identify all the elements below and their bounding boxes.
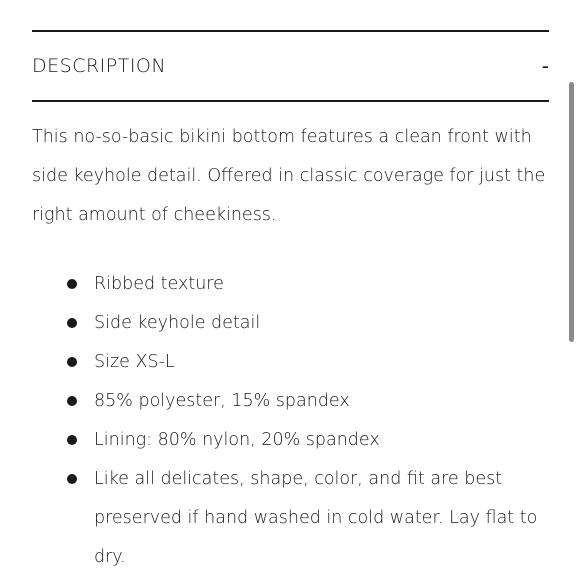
bullet-icon (67, 474, 77, 484)
list-item (62, 382, 552, 421)
feature-text: Ribbed texture (94, 274, 224, 294)
accordion-title: DESCRIPTION (32, 55, 167, 77)
description-accordion-header[interactable] (32, 32, 549, 100)
feature-text: Lining: 80% nylon, 20% spandex (94, 430, 380, 450)
feature-list (62, 265, 552, 577)
bottom-divider (32, 100, 549, 102)
list-item (62, 421, 552, 460)
list-item (62, 343, 552, 382)
list-item (62, 265, 552, 304)
feature-text: 85% polyester, 15% spandex (94, 391, 350, 411)
collapse-icon[interactable]: - (541, 54, 549, 78)
list-item (62, 460, 552, 577)
feature-text: Side keyhole detail (94, 313, 261, 333)
bullet-icon (67, 318, 77, 328)
scrollbar[interactable] (569, 82, 574, 342)
feature-text: Like all delicates, shape, color, and fit are best preserved if hand washed in cold water. Lay flat to dry. (94, 469, 538, 567)
product-description: This no-so-basic bikini bottom features a clean front with side keyhole detail. Offered in classic coverage for just the right amount of cheekiness. (32, 127, 546, 225)
bullet-icon (67, 279, 77, 289)
bullet-icon (67, 435, 77, 445)
bullet-icon (67, 396, 77, 406)
bullet-icon (67, 357, 77, 367)
feature-text: Size XS-L (94, 352, 175, 372)
list-item (62, 304, 552, 343)
